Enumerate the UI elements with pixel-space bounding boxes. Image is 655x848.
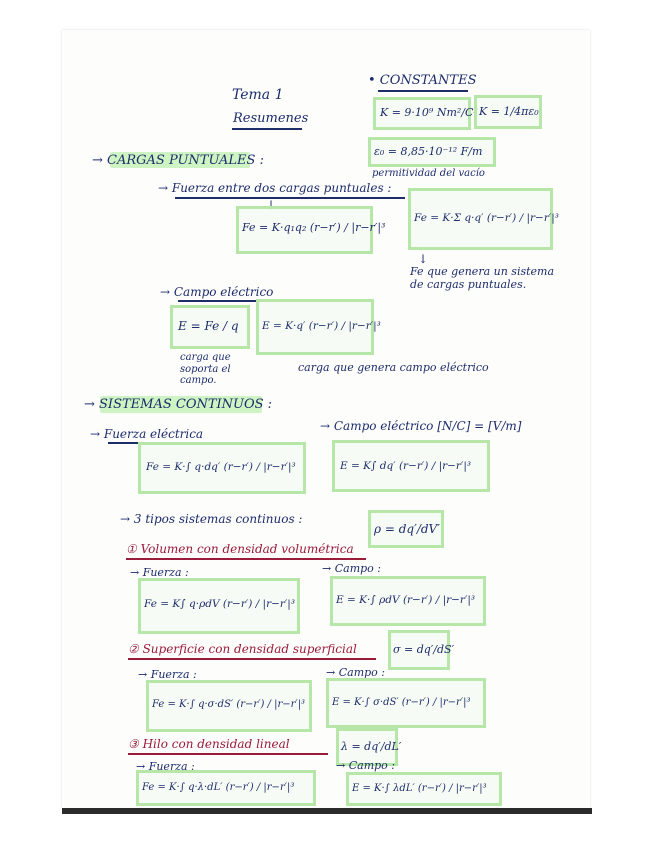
rho-definition: ρ = dq′/dV′: [374, 522, 440, 536]
superficie-campo-label: → Campo :: [326, 666, 385, 679]
coulomb-sum-note: Fe que genera un sistema de cargas puntuales.: [410, 265, 555, 291]
volumen-campo-formula: E = K·∫ ρdV (r−r′) / |r−r′|³: [336, 594, 476, 606]
volumen-campo-label: → Campo :: [322, 562, 381, 575]
k-formula: K = 1/4πε₀: [479, 105, 539, 118]
constants-underline: [378, 90, 468, 92]
campo-cargas-label: → Campo eléctrico: [160, 285, 274, 299]
page-edge: [62, 808, 592, 814]
hilo-fuerza-formula: Fe = K·∫ q·λ·dL′ (r−r′) / |r−r′|³: [142, 782, 295, 793]
superficie-underline: [128, 658, 376, 660]
campo-note-soporta: carga que soporta el campo.: [180, 352, 231, 386]
k-value: K = 9·10⁹ Nm²/C²: [380, 106, 478, 119]
campo-cargas-formula: E = K·q′ (r−r′) / |r−r′|³: [262, 320, 381, 332]
fuerza-continuos-label: → Fuerza eléctrica: [90, 427, 204, 441]
section-cargas-title: → CARGAS PUNTUALES :: [92, 153, 264, 168]
eps-note: permitividad del vacío: [372, 168, 485, 179]
campo-continuos-formula: E = K∫ dq′ (r−r′) / |r−r′|³: [340, 460, 472, 472]
sigma-definition: σ = dq′/dS′: [393, 643, 455, 656]
fuerza-cargas-underline: [175, 197, 405, 199]
volumen-fuerza-formula: Fe = K∫ q·ρdV (r−r′) / |r−r′|³: [144, 598, 296, 610]
superficie-fuerza-label: → Fuerza :: [138, 668, 197, 681]
down-arrow-icon: ↓: [418, 252, 429, 266]
hilo-title: ③ Hilo con densidad lineal: [128, 737, 290, 751]
coulomb-formula: Fe = K·q₁q₂ (r−r′) / |r−r′|³: [242, 221, 386, 234]
superficie-fuerza-formula: Fe = K·∫ q·σ·dS′ (r−r′) / |r−r′|³: [152, 699, 306, 710]
section-continuos-title: → SISTEMAS CONTINUOS :: [84, 397, 273, 412]
volumen-underline: [126, 558, 366, 560]
hilo-fuerza-label: → Fuerza :: [136, 760, 195, 773]
page-title: Tema 1: [232, 87, 284, 103]
coulomb-sum-formula: Fe = K·Σ q·q′ (r−r′) / |r−r′|³: [414, 212, 559, 224]
campo-ratio-formula: E = Fe / q: [178, 319, 239, 333]
tipos-label: → 3 tipos sistemas continuos :: [120, 512, 303, 526]
superficie-campo-formula: E = K·∫ σ·dS′ (r−r′) / |r−r′|³: [332, 697, 471, 708]
down-arrow-icon: ↓: [266, 198, 277, 212]
hilo-campo-formula: E = K·∫ λdL′ (r−r′) / |r−r′|³: [352, 783, 487, 794]
campo-continuos-label: → Campo eléctrico [N/C] = [V/m]: [320, 419, 522, 433]
superficie-title: ② Superficie con densidad superficial: [128, 642, 357, 656]
constants-title: • CONSTANTES: [368, 73, 477, 88]
page-subtitle: Resumenes: [233, 111, 309, 126]
volumen-title: ① Volumen con densidad volumétrica: [126, 542, 354, 556]
hilo-underline: [128, 753, 328, 755]
subtitle-underline: [232, 128, 302, 130]
eps-value: ε₀ = 8,85·10⁻¹² F/m: [374, 145, 483, 158]
hilo-campo-label: → Campo :: [336, 759, 395, 772]
lambda-definition: λ = dq′/dL′: [341, 740, 402, 753]
fuerza-cargas-label: → Fuerza entre dos cargas puntuales :: [158, 181, 392, 195]
volumen-fuerza-label: → Fuerza :: [130, 566, 189, 579]
fuerza-continuos-formula: Fe = K·∫ q·dq′ (r−r′) / |r−r′|³: [146, 461, 296, 473]
campo-note-genera: carga que genera campo eléctrico: [298, 361, 489, 374]
